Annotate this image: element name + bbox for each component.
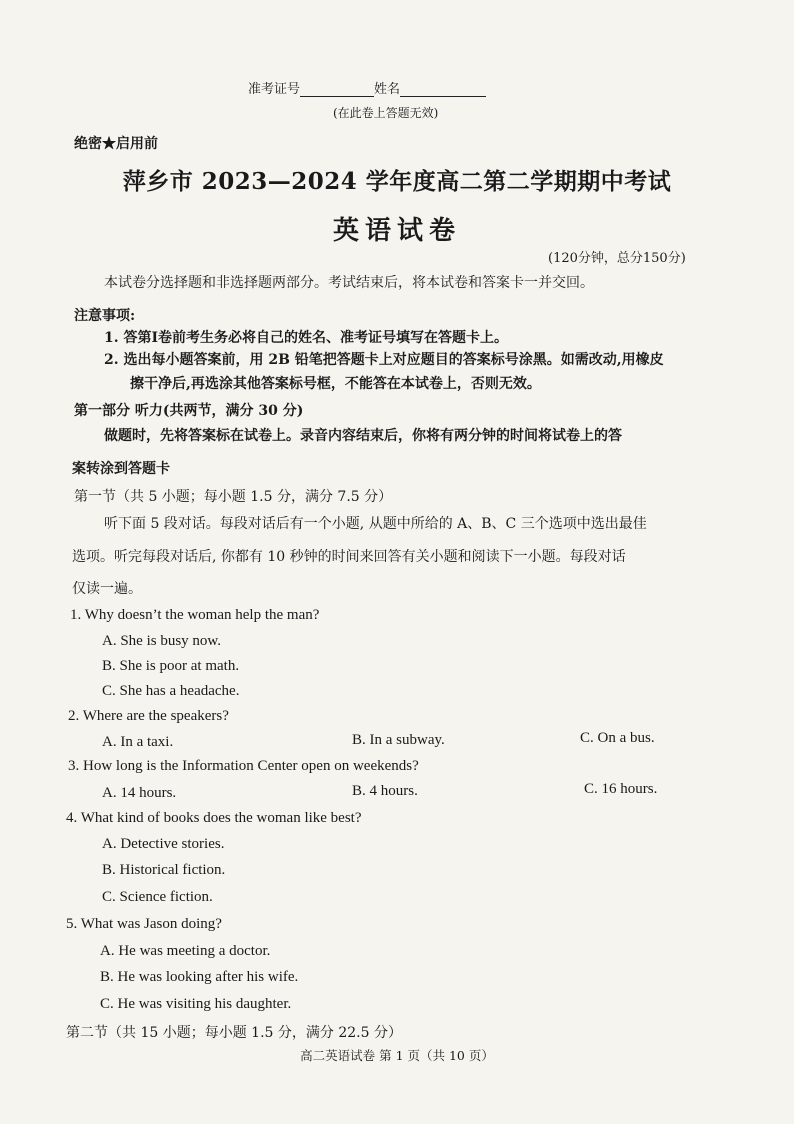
name-label: 姓名 bbox=[374, 82, 401, 97]
question-3-option-a: A. 14 hours. bbox=[102, 785, 177, 801]
question-1-option-a: A. She is busy now. bbox=[102, 633, 222, 649]
question-2-option-b: B. In a subway. bbox=[352, 732, 445, 748]
confidential-mark: 绝密★启用前 bbox=[74, 136, 158, 152]
question-2-option-a: A. In a taxi. bbox=[102, 734, 174, 750]
part1-heading: 第一部分 听力(共两节，满分 30 分) bbox=[74, 403, 304, 419]
question-5-option-c: C. He was visiting his daughter. bbox=[100, 996, 292, 1012]
exam-id-blank bbox=[300, 96, 374, 97]
exam-subtitle: 英语试卷 bbox=[332, 216, 461, 246]
section1-desc-3: 仅读一遍。 bbox=[72, 581, 142, 597]
section2-heading: 第二节（共 15 小题；每小题 1.5 分，满分 22.5 分） bbox=[66, 1025, 402, 1041]
intro-text: 本试卷分选择题和非选择题两部分。考试结束后，将本试卷和答案卡一并交回。 bbox=[104, 275, 594, 291]
time-info: (120分钟，总分150分) bbox=[548, 251, 686, 266]
question-1-option-c: C. She has a headache. bbox=[102, 683, 240, 699]
section1-heading: 第一节（共 5 小题；每小题 1.5 分，满分 7.5 分） bbox=[74, 489, 393, 505]
question-5-stem: 5. What was Jason doing? bbox=[66, 916, 222, 932]
question-3-option-c: C. 16 hours. bbox=[584, 781, 658, 797]
answer-invalid-note: (在此卷上答题无效) bbox=[333, 106, 439, 120]
notice-item-2-cont: 擦干净后,再选涂其他答案标号框，不能答在本试卷上，否则无效。 bbox=[130, 376, 541, 392]
exam-title: 萍乡市 2023—2024 学年度高二第二学期期中考试 bbox=[122, 168, 672, 195]
question-2-option-c: C. On a bus. bbox=[580, 730, 655, 746]
question-5-option-b: B. He was looking after his wife. bbox=[100, 969, 299, 985]
name-blank bbox=[400, 96, 486, 97]
exam-id-name-line bbox=[248, 78, 486, 97]
part1-desc: 做题时，先将答案标在试卷上。录音内容结束后，你将有两分钟的时间将试卷上的答 bbox=[104, 428, 622, 444]
page-footer: 高二英语试卷 第 1 页（共 10 页） bbox=[300, 1048, 494, 1063]
question-3-stem: 3. How long is the Information Center open on weekends? bbox=[68, 758, 419, 774]
question-1-option-b: B. She is poor at math. bbox=[102, 658, 240, 674]
question-4-option-b: B. Historical fiction. bbox=[102, 862, 226, 878]
part1-desc-cont: 案转涂到答题卡 bbox=[72, 461, 170, 477]
question-2-stem: 2. Where are the speakers? bbox=[68, 708, 229, 724]
notice-heading: 注意事项: bbox=[74, 308, 136, 324]
question-4-option-c: C. Science fiction. bbox=[102, 889, 213, 905]
notice-item-1: 1. 答第Ⅰ卷前考生务必将自己的姓名、准考证号填写在答题卡上。 bbox=[104, 330, 509, 346]
question-3-option-b: B. 4 hours. bbox=[352, 783, 418, 799]
notice-item-2: 2. 选出每小题答案前，用 2B 铅笔把答题卡上对应题目的答案标号涂黑。如需改动,用橡皮 bbox=[104, 352, 664, 368]
question-4-stem: 4. What kind of books does the woman like best? bbox=[66, 810, 362, 826]
section1-desc-2: 选项。听完每段对话后, 你都有 10 秒钟的时间来回答有关小题和阅读下一小题。每段对话 bbox=[72, 549, 626, 565]
question-4-option-a: A. Detective stories. bbox=[102, 836, 225, 852]
question-1-stem: 1. Why doesn’t the woman help the man? bbox=[70, 607, 320, 623]
section1-desc-1: 听下面 5 段对话。每段对话后有一个小题, 从题中所给的 A、B、C 三个选项中选出最佳 bbox=[104, 516, 647, 532]
question-5-option-a: A. He was meeting a doctor. bbox=[100, 943, 271, 959]
exam-id-label: 准考证号 bbox=[248, 82, 301, 97]
